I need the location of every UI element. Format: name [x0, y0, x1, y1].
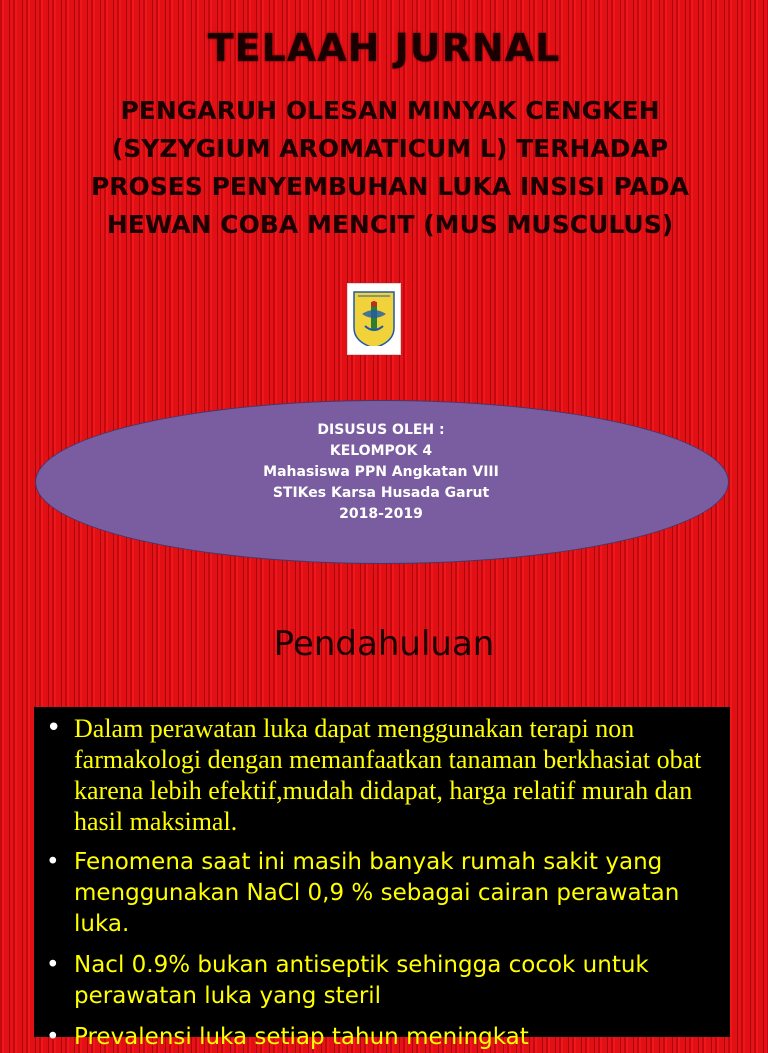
bullet-list — [34, 707, 730, 1053]
journal-title-close: ) — [661, 210, 674, 239]
bullet-item — [42, 713, 722, 837]
author-info — [35, 420, 727, 525]
institution-logo-icon — [347, 283, 401, 355]
bullet-text: Prevalensi luka setiap tahun meningkat — [74, 1024, 529, 1050]
bullet-text: Fenomena saat ini masih banyak rumah sakit yang menggunakan NaCl 0,9 % sebagai cairan perawatan luka. — [74, 849, 680, 937]
bullet-text: Dalam perawatan luka dapat menggunakan terapi non farmakologi dengan memanfaatkan tanaman berkhasiat obat karena lebih efektif,mudah didapat, harga relatif murah dan hasil maksimal. — [74, 714, 702, 836]
bullet-icon: • — [46, 952, 60, 978]
bullet-item — [42, 847, 722, 940]
journal-title-text: PENGARUH OLESAN MINYAK CENGKEH (SYZYGIUM AROMATICUM L) TERHADAP PROSES PENYEMBUHAN LUKA INSISI PADA HEWAN COBA MENCIT ( — [90, 96, 690, 239]
section-heading: Pendahuluan — [273, 624, 495, 664]
author-line: Mahasiswa PPN Angkatan VIII — [263, 464, 499, 480]
bullet-icon: • — [46, 713, 62, 743]
author-line: 2018-2019 — [339, 506, 423, 522]
bullet-text: Nacl 0.9% bukan antiseptik sehingga cocok untuk perawatan luka yang steril — [74, 952, 649, 1009]
journal-title — [90, 92, 690, 244]
author-line: DISUSUS OLEH : — [317, 422, 445, 438]
bullet-icon: • — [46, 849, 60, 875]
slide-title: TELAAH JURNAL — [207, 26, 561, 70]
content-box — [34, 707, 730, 1050]
bullet-item — [42, 950, 722, 1012]
bullet-icon: • — [46, 1024, 60, 1050]
author-line: STIKes Karsa Husada Garut — [272, 485, 490, 501]
author-line: KELOMPOK 4 — [329, 443, 433, 459]
bullet-item — [42, 1022, 722, 1053]
species-name: MUS MUSCULUS — [434, 210, 662, 239]
